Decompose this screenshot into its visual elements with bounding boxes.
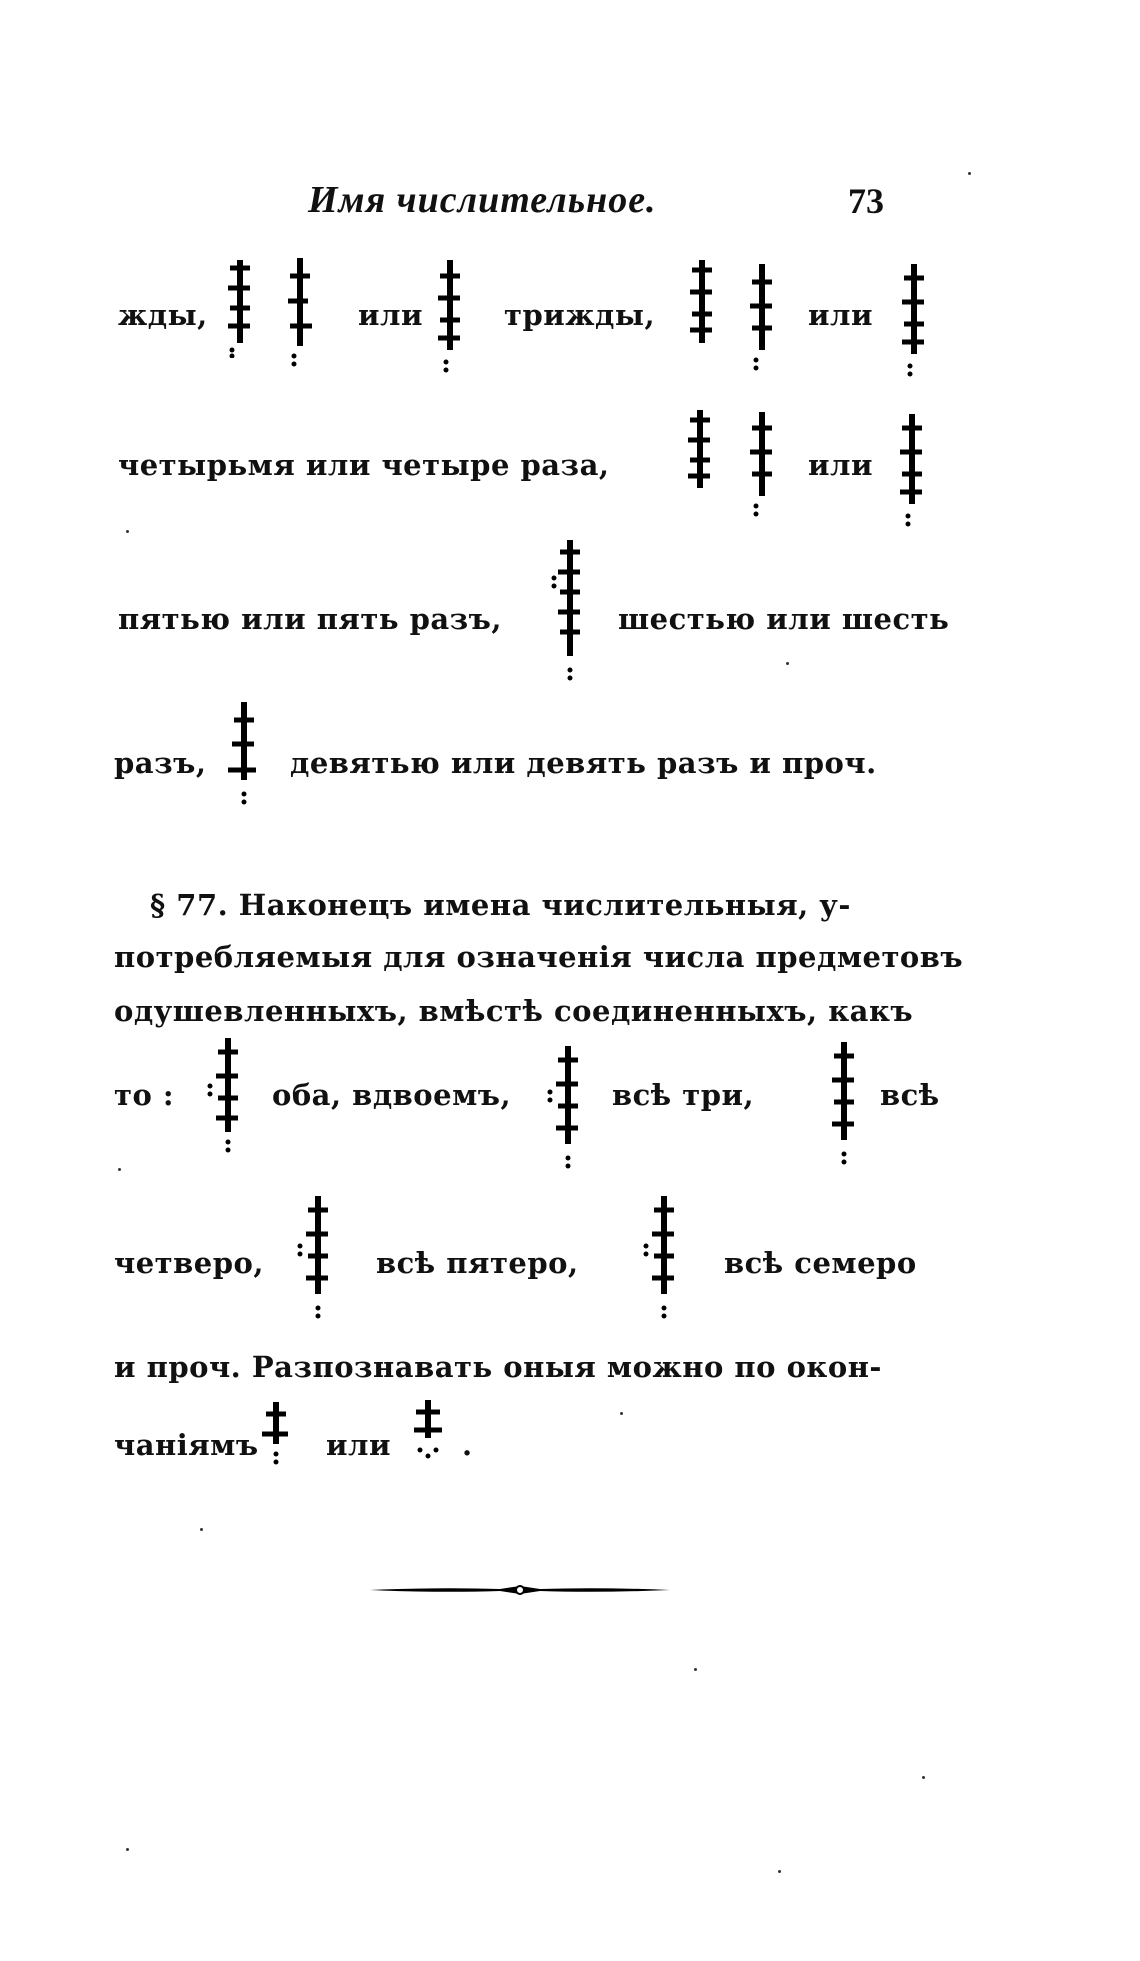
page-number: 73 [848,181,884,221]
text-line-1c: трижды, [504,298,656,332]
mongolian-word-icon [744,262,780,372]
paragraph-line-5b: всѣ пятеро, [376,1246,579,1280]
mongolian-word-icon [204,1036,244,1156]
text-line-1a: жды, [118,298,208,332]
paragraph-line-7c: . [462,1428,473,1462]
mongolian-word-icon [294,1194,334,1324]
paragraph-line-7b: или [326,1428,391,1462]
paragraph-line-5c: всѣ семеро [724,1246,917,1280]
paragraph-line-4d: всѣ [880,1078,940,1112]
text-line-2b: или [808,448,873,482]
scan-speck [620,1412,623,1415]
paragraph-line-1: § 77. Наконецъ имена числительныя, у- [150,888,851,922]
mongolian-word-icon [408,1398,448,1468]
paragraph-line-2: потребляемыя для означенія числа предметовъ [114,940,964,974]
scan-speck [786,662,789,665]
mongolian-word-icon [896,262,932,382]
mongolian-word-icon [682,408,718,498]
mongolian-word-icon [222,258,258,358]
paragraph-line-4b: оба, вдвоемъ, [272,1078,512,1112]
mongolian-word-icon [684,258,720,358]
paragraph-line-4a: то : [114,1078,175,1112]
ornamental-divider [370,1582,670,1601]
text-line-4b: девятью или девять разъ и проч. [290,746,877,780]
scan-speck [126,1848,129,1851]
scan-speck [200,1528,203,1531]
mongolian-word-icon [544,1044,584,1174]
mongolian-word-icon [820,1040,860,1170]
text-line-3b: шестью или шесть [618,602,950,636]
paragraph-line-6: и проч. Разпознавать оныя можно по окон- [114,1350,882,1384]
scan-speck [694,1668,697,1671]
paragraph-line-7a: чаніямъ [114,1428,259,1462]
mongolian-word-icon [744,410,780,520]
scan-speck [126,530,129,533]
mongolian-word-icon [282,256,318,376]
text-line-1b: или [358,298,423,332]
text-line-2a: четырьмя или четыре раза, [118,448,610,482]
mongolian-word-icon [640,1194,680,1324]
paragraph-line-5a: четверо, [114,1246,264,1280]
paragraph-line-4c: всѣ три, [612,1078,755,1112]
mongolian-word-icon [222,700,262,810]
text-line-4a: разъ, [114,746,207,780]
scan-speck [968,172,971,175]
running-head-title: Имя числительное. [308,179,657,221]
paragraph-line-3: одушевленныхъ, вмѣстѣ соединенныхъ, какъ [114,994,914,1028]
mongolian-word-icon [256,1400,292,1470]
text-line-3a: пятью или пять разъ, [118,602,503,636]
mongolian-word-icon [894,412,930,532]
scan-speck [778,1870,781,1873]
mongolian-word-icon [432,258,468,378]
mongolian-word-icon [548,538,588,688]
scan-speck [118,1168,121,1171]
text-line-1d: или [808,298,873,332]
scan-speck [922,1776,925,1779]
